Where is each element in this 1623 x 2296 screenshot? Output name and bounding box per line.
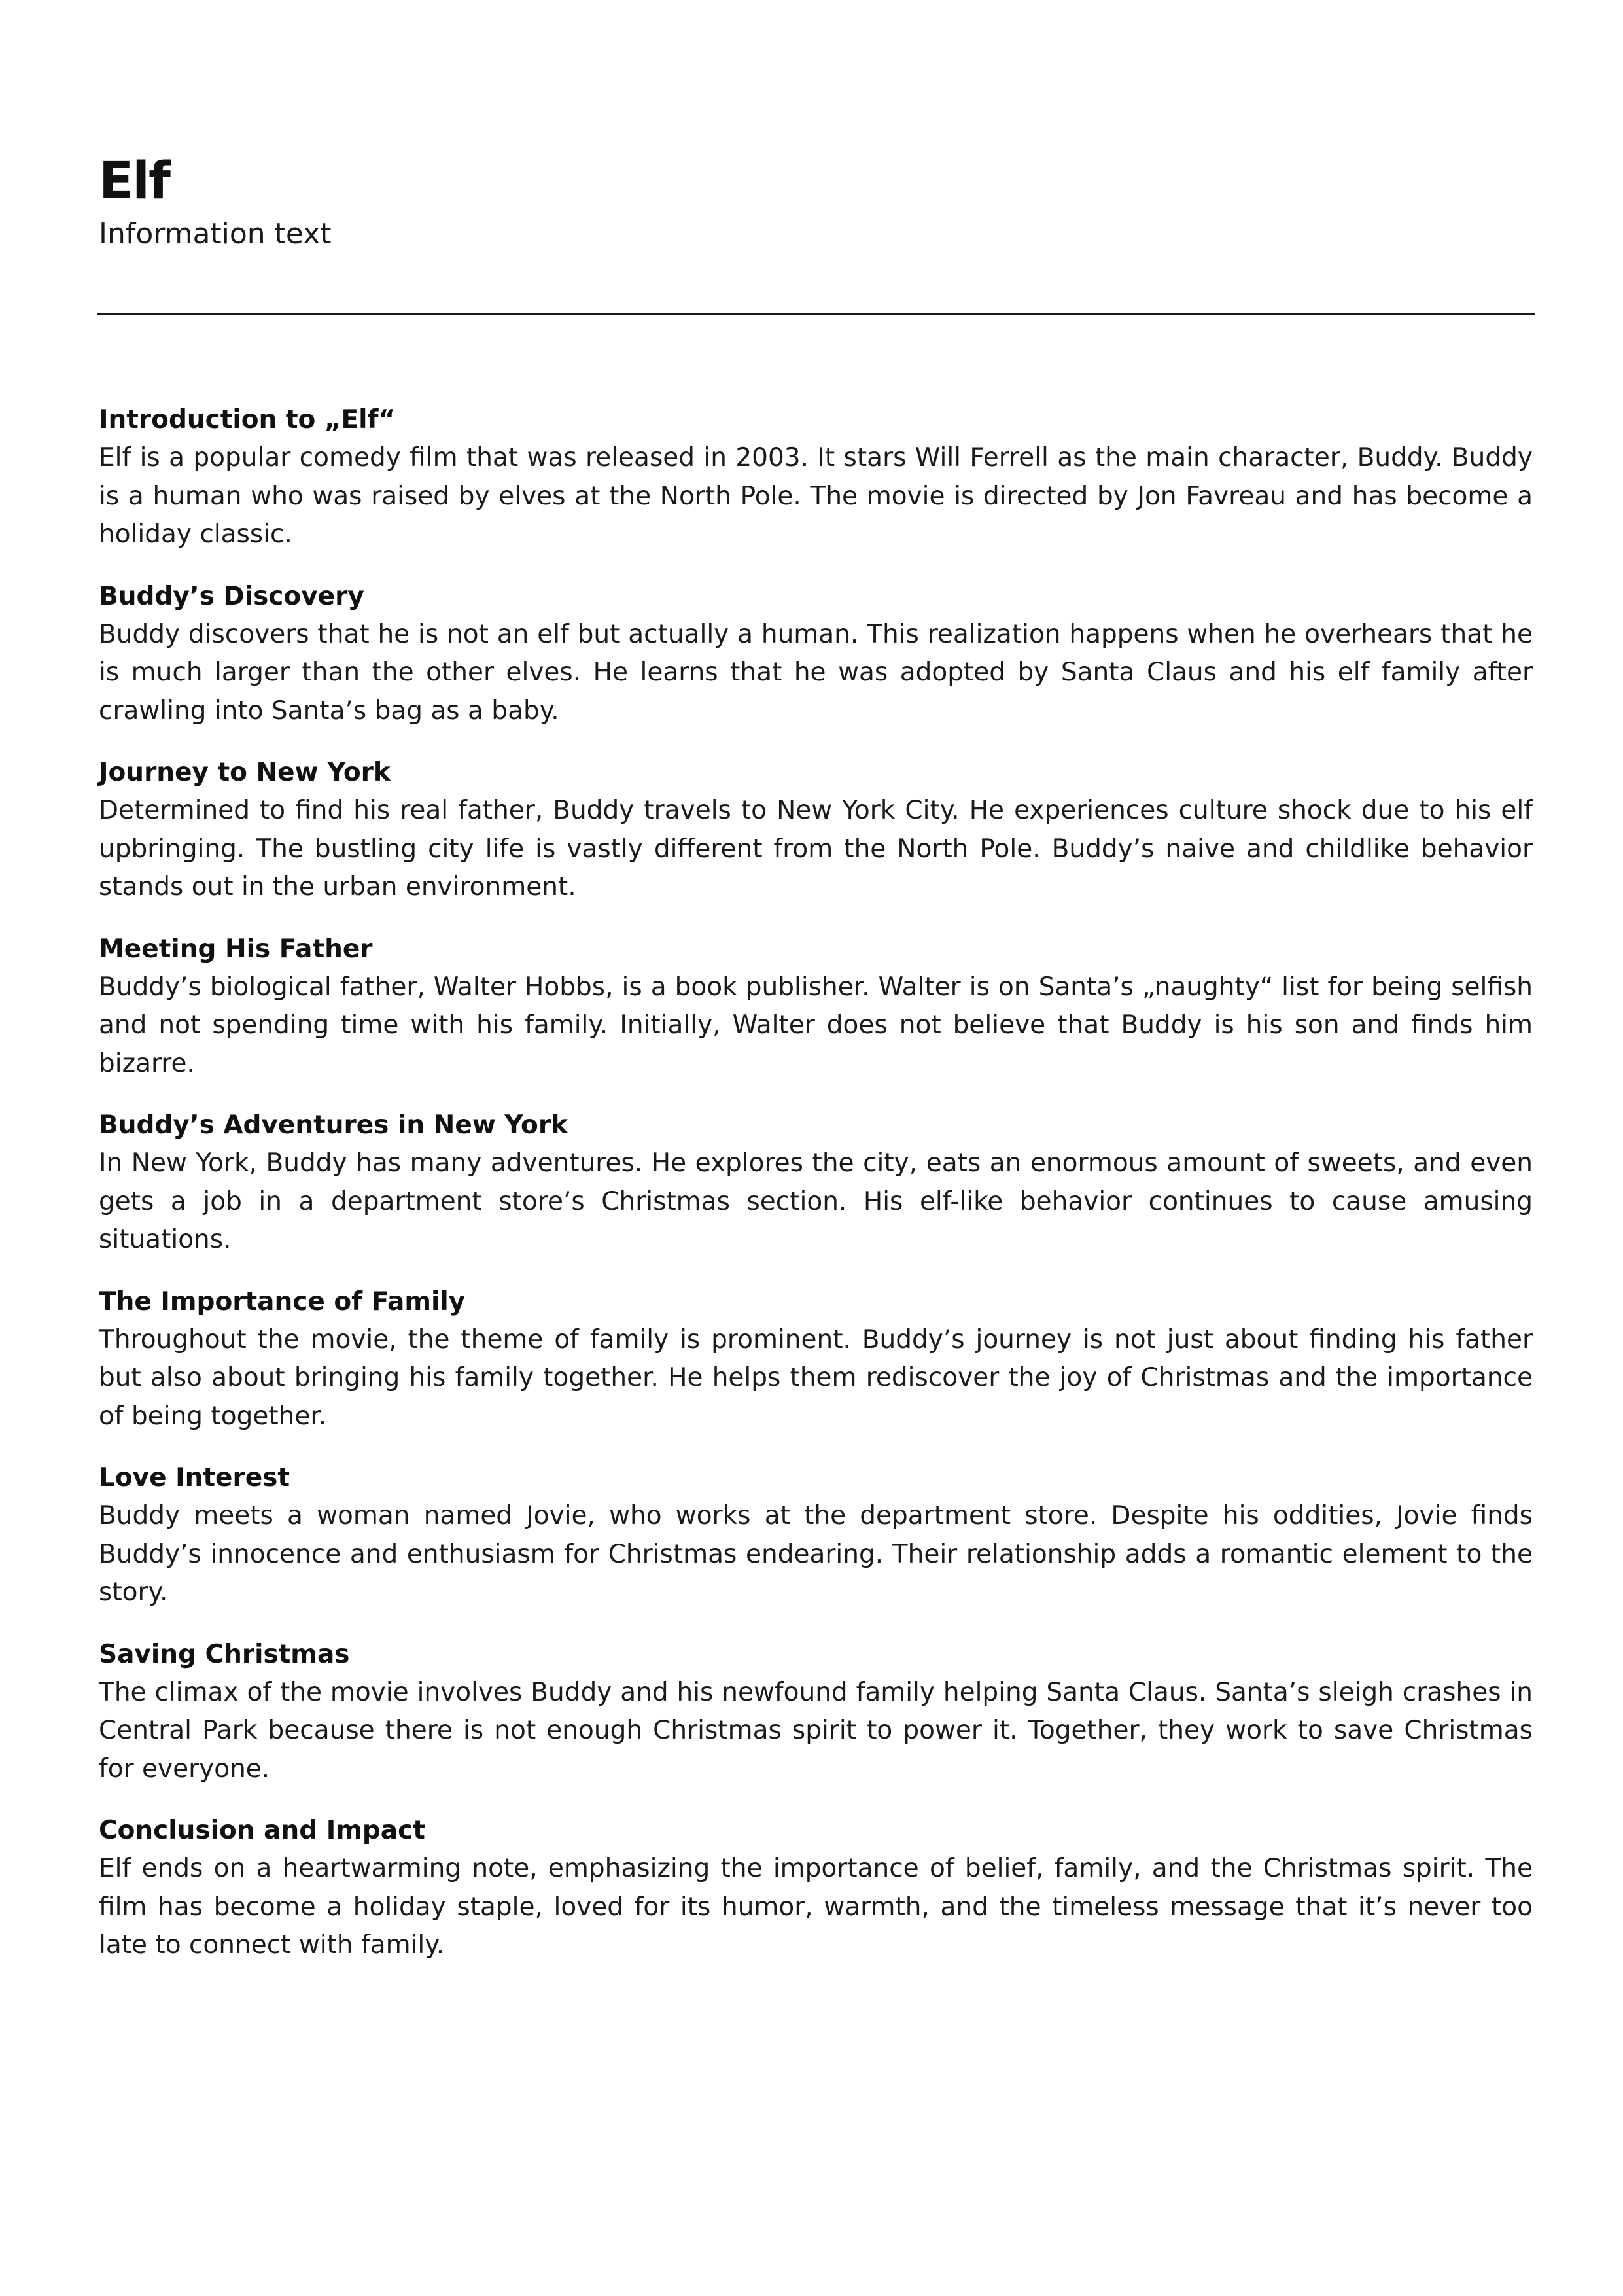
section-buddys-discovery xyxy=(99,578,1533,731)
section-paragraph: The climax of the movie involves Buddy and his newfound family helping Santa Claus. Santa’s sleigh crashes in Central Park because there is not enough Christmas spirit to power it. Together, they work to save Christmas for everyone. xyxy=(99,1677,1533,1784)
document-body xyxy=(99,401,1533,1988)
section-heading: Conclusion and Impact xyxy=(99,1816,425,1845)
section-heading: Meeting His Father xyxy=(99,934,373,964)
section-heading: Buddy’s Adventures in New York xyxy=(99,1110,568,1140)
section-saving-christmas xyxy=(99,1636,1533,1789)
section-heading: Buddy’s Discovery xyxy=(99,581,364,611)
section-heading: Introduction to „Elf“ xyxy=(99,405,396,434)
section-introduction xyxy=(99,401,1533,554)
section-importance-of-family xyxy=(99,1283,1533,1436)
section-heading: Saving Christmas xyxy=(99,1639,350,1669)
section-adventures-in-new-york xyxy=(99,1106,1533,1260)
section-paragraph: Elf ends on a heartwarming note, emphasizing the importance of belief, family, and the Christmas spirit. The film has become a holiday staple, loved for its humor, warmth, and the timeless message that it’s never too late to connect with family. xyxy=(99,1854,1533,1960)
header-divider xyxy=(97,313,1535,315)
section-journey-to-new-york xyxy=(99,754,1533,907)
section-love-interest xyxy=(99,1459,1533,1612)
section-meeting-his-father xyxy=(99,930,1533,1084)
section-paragraph: Buddy meets a woman named Jovie, who works at the department store. Despite his oddities, Jovie finds Buddy’s innocence and enthusiasm for Christmas endearing. Their relationship adds a romantic element to the story. xyxy=(99,1501,1533,1607)
section-paragraph: Buddy discovers that he is not an elf but actually a human. This realization happens when he overhears that he is much larger than the other elves. He learns that he was adopted by Santa Claus and his elf family after crawling into Santa’s bag as a baby. xyxy=(99,619,1533,726)
document-subtitle: Information text xyxy=(99,217,332,251)
section-heading: Love Interest xyxy=(99,1463,290,1492)
section-conclusion-and-impact xyxy=(99,1812,1533,1965)
section-heading: Journey to New York xyxy=(99,758,391,787)
document-title: Elf xyxy=(99,152,169,211)
section-paragraph: Determined to find his real father, Buddy travels to New York City. He experiences culture shock due to his elf upbringing. The bustling city life is vastly different from the North Pole. Buddy’s naive and childlike behavior stands out in the urban environment. xyxy=(99,796,1533,902)
section-paragraph: In New York, Buddy has many adventures. He explores the city, eats an enormous amount of sweets, and even gets a job in a department store’s Christmas section. His elf-like behavior continues to cause amusing situations. xyxy=(99,1148,1533,1254)
section-paragraph: Throughout the movie, the theme of family is prominent. Buddy’s journey is not just about finding his father but also about bringing his family together. He helps them rediscover the joy of Christmas and the importance of being together. xyxy=(99,1324,1533,1431)
section-heading: The Importance of Family xyxy=(99,1286,466,1316)
section-paragraph: Buddy’s biological father, Walter Hobbs, is a book publisher. Walter is on Santa’s „naughty“ list for being selfish and not spending time with his family. Initially, Walter does not believe that Buddy is his son and finds him bizarre. xyxy=(99,972,1533,1078)
section-paragraph: Elf is a popular comedy film that was released in 2003. It stars Will Ferrell as the main character, Buddy. Buddy is a human who was raised by elves at the North Pole. The movie is directed by Jon Favreau and has become a holiday classic. xyxy=(99,443,1533,549)
